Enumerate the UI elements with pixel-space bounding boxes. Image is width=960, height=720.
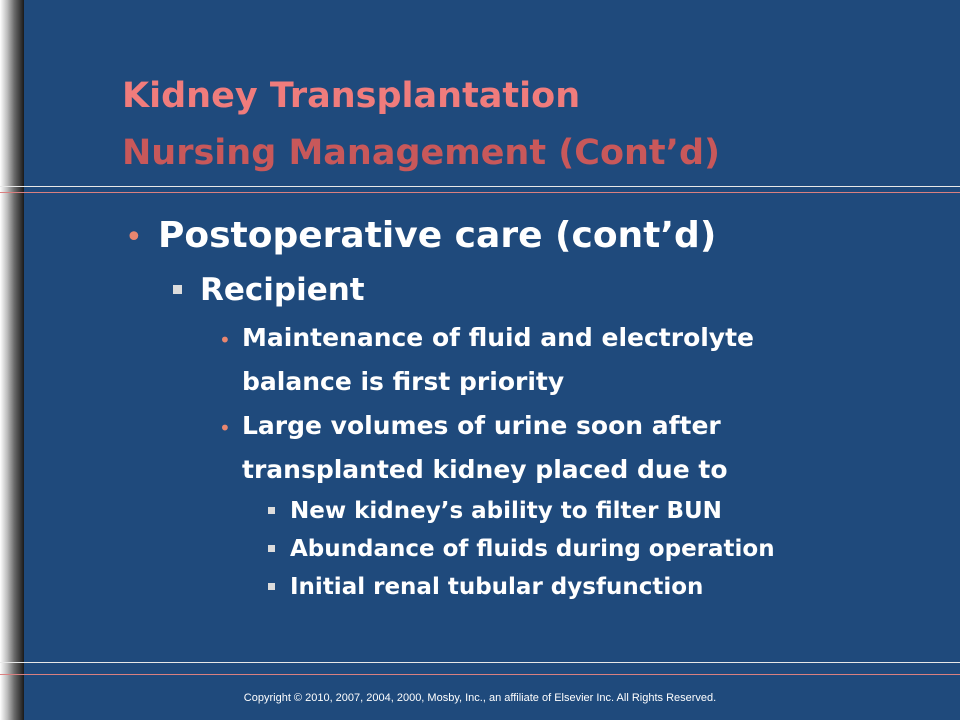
bullet-square-icon	[268, 507, 275, 514]
bullet-large-volumes-line-2: transplanted kidney placed due to	[242, 455, 728, 484]
bullet-square-icon	[268, 545, 275, 552]
footer-divider-bottom	[0, 674, 960, 675]
bullet-square-icon	[268, 583, 275, 590]
bullet-large-volumes-line-1: Large volumes of urine soon after	[242, 411, 721, 440]
left-gradient-strip	[0, 0, 24, 720]
bullet-postoperative-care: Postoperative care (cont’d)	[158, 215, 717, 256]
slide-title-line-2: Nursing Management (Cont’d)	[122, 133, 720, 173]
sub-bullet-item: New kidney’s ability to filter BUN	[290, 498, 722, 524]
footer-divider-top	[0, 662, 960, 663]
bullet-dot-icon: •	[219, 416, 231, 440]
bullet-dot-icon: •	[219, 328, 231, 352]
title-divider-top	[0, 186, 960, 187]
sub-bullet-item: Initial renal tubular dysfunction	[290, 574, 704, 600]
bullet-recipient: Recipient	[200, 272, 365, 308]
bullet-fluid-electrolyte-line-1: Maintenance of fluid and electrolyte	[242, 323, 755, 352]
copyright-footer: Copyright © 2010, 2007, 2004, 2000, Mosby, Inc., an affiliate of Elsevier Inc. All Rights Reserved.	[243, 692, 717, 704]
bullet-square-icon	[173, 285, 182, 294]
bullet-fluid-electrolyte-line-2: balance is first priority	[242, 367, 565, 396]
bullet-dot-icon: •	[125, 220, 143, 255]
title-divider-bottom	[0, 192, 960, 193]
sub-bullet-item: Abundance of fluids during operation	[290, 536, 775, 562]
slide-title-line-1: Kidney Transplantation	[122, 76, 581, 116]
